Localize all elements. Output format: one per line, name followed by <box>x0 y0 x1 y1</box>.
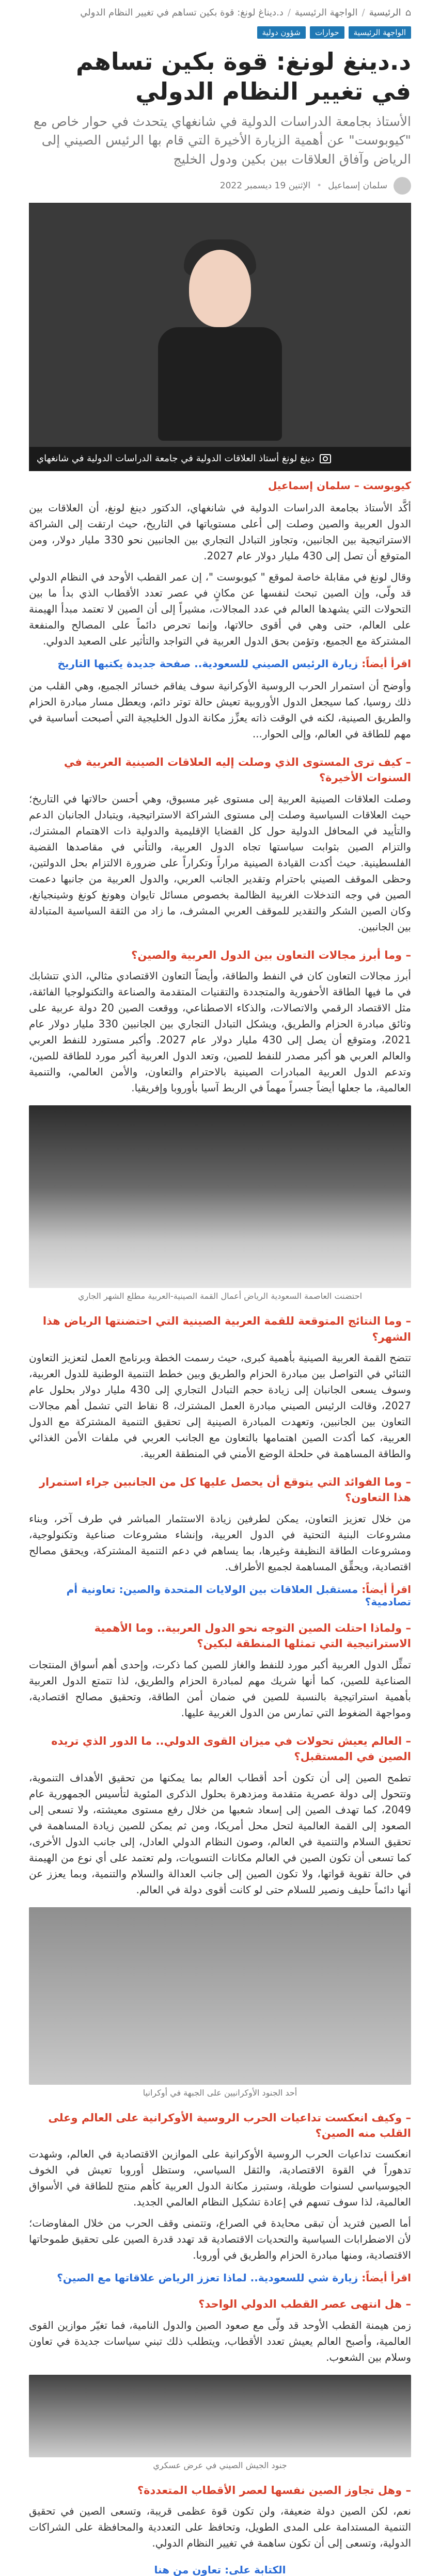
figure <box>29 1907 411 2098</box>
related-anchor[interactable]: مستقبل العلاقات بين الولايات المتحدة والصين: تعاونية أم تصادمية؟ <box>66 1583 411 1608</box>
tag[interactable]: شؤون دولية <box>257 26 306 39</box>
author-name[interactable]: سلمان إسماعيل <box>328 180 387 191</box>
answer-paragraph: وصلت العلاقات الصينية العربية إلى مستوى غير مسبوق، وهي أحسن حالاتها في التاريخ؛ حيث العلاقات السياسية وصلت إلى مستوى الشراكة الاستراتيجية، ويتبادل الجانبان الدعم والتأييد في المحافل الدولية حول كل القضايا الإقليمية والدولية ذات الاهتمام المشترك، والتزام الصين بثوابت سياستها تجاه الدول العربية، والتأني في مقاصدها القضية الفلسطينية. حيث أكدت القيادة الصينية مراراً وتكراراً على ضرورة الالتزام بحل الدولتين، وحظى الموقف الصيني باحترام وتقدير الجانب العربي، والدول العربية من جانبها دعمت الصين في وجه التدخلات الغربية الظالمة بخصوص مسائل تايوان وهونغ كونغ وشينجيانغ، وكان الصين الشكر والتقدير للموقف العربي المشرف، ما زاد من الثقة السياسية المتبادلة بين الجانبين. <box>29 792 411 933</box>
article-meta <box>29 177 411 195</box>
hero-caption-text: دينغ لونغ أستاذ العلاقات الدولية في جامعة الدراسات الدولية في شانغهاي <box>37 453 315 464</box>
answer-paragraph: من خلال تعزيز التعاون، يمكن لطرفين زيادة الاستثمار المباشر في طرف آخر، وبناء مشروعات البنية التحتية في الدول العربية، وإنشاء مشروعات صناعية وتكنولوجية، ومشروعات الطاقة النظيفة وغيرها، بما يساهم في دعم التنمية المشتركة، ويحقق مصالح اقتصادية، ويحقِّق المساهمة لجميع الأطراف. <box>29 1512 411 1573</box>
portrait-body <box>158 327 282 441</box>
question-heading: – وهل تجاوز الصين نفسها لعصر الأقطاب المتعددة؟ <box>137 2484 411 2497</box>
breadcrumb-current: د.ديناغ لونغ: قوة بكين تساهم في تغيير النظام الدولي <box>80 7 284 18</box>
answer-paragraph: تطمح الصين إلى أن تكون أحد أقطاب العالم بما يمكنها من تحقيق الأهداف التنموية، وتتحول إلى دولة عصرية متقدمة ومزدهرة بحلول الذكرى المئوية لتأسيس الجمهورية عام 2049، كما تهدف الصين إلى إسعاد شعبها من خلال رفع مستوى معيشته، ولا تسعى إلى الصعود إلى القمة العالمية لتحل محل أمريكا، ومن ثم يمكن للصين زيادة المساهمة في تحقيق السلام والتنمية في العالم، وصون النظام الدولي العادل، إلى جانب الدول الأخرى، كما تسعى أن تكون الصين في العالم مكانات التسويات، ولم تعتمد على أي نوع من الهيمنة في حالة تقوية قواتها، ولا تكون الصين إلى جانب العدالة والسلام والتنمية، وبما يعزز عن أنها دائماً حليف ونصير للسلام حتى لو كانت أقوى دولة في العالم. <box>29 1771 411 1896</box>
related-label: اقرأ أيضاً: <box>362 657 411 670</box>
related-anchor[interactable]: زيارة الرئيس الصيني للسعودية.. صفحة جديدة يكتبها التاريخ <box>57 657 358 670</box>
figure <box>29 2375 411 2470</box>
related-link <box>29 657 411 670</box>
breadcrumb-separator: / <box>287 7 291 18</box>
paragraph: وقال لونغ في مقابلة خاصة لموقع " كيوبوست "، إن عمر القطب الأوحد في النظام الدولي قد ولّى، وإن الصين تبحث لنفسها عن مكانٍ في عصر تعدد الأقطاب الذي بدأ ما بين التحولات التي يشهدها العالم في عدد المجالات، مشيراً إلى أن الصين لا تعتمد مبدأ الهيمنة على العالم، حتى وهي في أقوى حالاتها، وإنما تحرص دائماً على المصالح والمنفعة المشتركة مع الجميع، وتؤمن بحق الدول العربية في التواجد والتأثير على الصعيد الدولي. <box>29 570 411 647</box>
breadcrumb-separator: / <box>362 7 365 18</box>
meta-separator: • <box>317 180 322 191</box>
question-heading: – وكيف انعكست تداعيات الحرب الروسية الأوكرانية على العالم وعلى القلب منه الصين؟ <box>48 2111 411 2139</box>
breadcrumb-item[interactable]: الواجهة الرئيسية <box>294 7 358 18</box>
figure <box>29 1105 411 1301</box>
article-subtitle: الأستاذ بجامعة الدراسات الدولية في شانغهاي يتحدث في حوار خاص مع "كيوبوست" عن أهمية الزيارة الأخيرة التي قام بها الرئيس الصيني إلى الرياض وآفاق العلاقات بين بكين ودول الخليج <box>33 114 411 167</box>
figure-caption: أحد الجنود الأوكرانيين على الجبهة في أوكرانيا <box>143 2087 297 2098</box>
question-heading: – وما النتائج المتوقعة للقمة العربية الصينية التي احتضنتها الرياض هذا الشهر؟ <box>42 1315 411 1343</box>
related-label: اقرأ أيضاً: <box>362 1583 411 1596</box>
home-icon: ⌂ <box>405 7 411 18</box>
tag[interactable]: الواجهة الرئيسية <box>349 26 411 39</box>
question-heading: – ولماذا احتلت الصين التوجه نحو الدول العربية.. وما الأهمية الاستراتيجية التي تمثلها المنطقة لبكين؟ <box>94 1621 411 1650</box>
answer-paragraph: انعكست تداعيات الحرب الروسية الأوكرانية على الموازين الاقتصادية في العالم، وشهدت تدهوراً في القوة الاقتصادية، والثقل السياسي، وستظل أوروبا تعيش في الخوف الجيوسياسي لسنوات طويلة، وستبرز مكانة الدول العربية كأهم منتج للطاقة في الأسواق العالمية، لذا سوف تسهم في إعادة تشكيل النظام العالمي الجديد. <box>29 2148 411 2209</box>
publish-date: الإثنين 19 ديسمبر 2022 <box>219 180 311 191</box>
related-label: اقرأ أيضاً: <box>362 2272 411 2284</box>
answer-paragraph: أما الصين فتريد أن تبقى محايدة في الصراع، وتتمنى وقف الحرب من خلال المفاوضات؛ لأن الاضطرابات السياسية والتحديات الاقتصادية قد تهدد قدرة الصين على تحقيق طموحاتها الاقتصادية، ومنها مبادرة الحزام والطريق في أوروبا. <box>29 2217 411 2262</box>
breadcrumb <box>29 0 411 23</box>
summit-photo <box>29 1105 411 1288</box>
question-heading: – وما أبرز مجالات التعاون بين الدول العربية والصين؟ <box>131 948 411 961</box>
hero-image <box>29 203 411 471</box>
tag[interactable]: حوارات <box>310 26 344 39</box>
portrait-face <box>189 250 251 327</box>
breadcrumb-home[interactable]: ⌂ الرئيسية <box>369 7 411 18</box>
lead-label: كيوبوست – سلمان إسماعيل <box>268 479 411 492</box>
answer-paragraph: تمثِّل الدول العربية أكبر مورد للنفط والغاز للصين كما ذكرت، وإحدى أهم أسواق المنتجات الصناعية للصين، كما أنها شريك مهم لمبادرة الحزام والطريق، لذا تتمتع الدول العربية بأهمية استراتيجية بالنسبة للصين في ضمان أمن الطاقة، وتحقيق مصالح اقتصادية، ومواجهة الضغوط التي تمارس من الدول الغربية عليها. <box>29 1658 411 1719</box>
answer-paragraph: نعم، لكن الصين دولة ضعيفة، ولن تكون قوة عظمى قريبة، وتسعى الصين في تحقيق التنمية المستدامة على المدى الطويل، وتحافظ على التعددية والمحافظة على الشراكات الدولية، وتسعى إلى أن تكون ساهمة في تغيير النظام الدولي. <box>29 2505 411 2550</box>
paragraph: وأوضح أن استمرار الحرب الروسية الأوكرانية سوف يفاقم خسائر الجميع، وهي القلب من ذلك روسيا، كما سيجعل الدول الأوروبية تعيش حالة توتر دائم، ويعطل مسار مبادرة الحزام والطريق الصينية، لكنه في الوقت ذاته يعزِّز مكانة الدول الخليجية التي أصبحت أساسية في مهم للطاقة في العالم، وإلى الحوار... <box>29 679 411 740</box>
question-heading: – هل انتهى عصر القطب الدولي الواحد؟ <box>198 2298 411 2311</box>
soldier-photo <box>29 1907 411 2085</box>
paragraph: أكَّد الأستاذ بجامعة الدراسات الدولية في شانغهاي، الدكتور دينغ لونغ، أن العلاقات بين الدول العربية والصين وصلت إلى أعلى مستوياتها في التاريخ، حيث ارتقت إلى الشراكة الاستراتيجية بين الجانبين، وتجاوز التبادل التجاري بين الجانبين نحو 330 مليار دولار، ومن المتوقع أن تصل إلى 430 مليار دولار عام 2027. <box>29 501 411 562</box>
article-title: د.دينغ لونغ: قوة بكين تساهم في تغيير النظام الدولي <box>75 47 411 105</box>
portrait-illustration <box>148 239 292 436</box>
related-link <box>29 1583 411 1608</box>
answer-paragraph: زمن هيمنة القطب الأوحد قد ولّى مع صعود الصين والدول النامية، فما تغيّر موازين القوى العالمية، وأصبح العالم يعيش تعدد الأقطاب، ويتطلب ذلك تبني سياسات جديدة في تعاون وسلام بين الشعوب. <box>29 2319 411 2363</box>
author-avatar <box>394 177 411 195</box>
figure-caption: احتضنت العاصمة السعودية الرياض أعمال القمة الصينية-العربية مطلع الشهر الجاري <box>77 1291 363 1301</box>
answer-paragraph: أبرز مجالات التعاون كان في النفط والطاقة، وأيضاً التعاون الاقتصادي مثالي، الذي تتشابك في ما فيها الطاقة الأحفورية والمتجددة والتقنيات المتقدمة والصناعة والتكنولوجيا الفائقة، مثل الاقتصاد الرقمي والاتصالات، والذكاء الاصطناعي، ووقعت الصين 20 دولة عربية على وثائق مبادرة الحزام والطريق، ويشكل التبادل التجاري بين الجانبين 330 مليار دولار عام 2021، ومتوقع أن يصل إلى 430 مليار دولار عام 2027. وأكبر مستورد للنفط العربي والعالم العربي هو أكبر مصدر للنفط للصين، وتعد الدول العربية أكبر مورد للطاقة للصين، وتدعم الدول العربية المبادرات الصينية بالاحترام والتعاون، والأمن العالمي، والتنمية العالمية، ما جعلها أيضاً جسراً مهماً في الربط آسيا بأوروبا وإفريقيا. <box>29 970 411 1094</box>
figure-caption: جنود الجيش الصيني في عرض عسكري <box>153 2460 287 2470</box>
answer-paragraph: تتضح القمة العربية الصينية بأهمية كبرى، حيث رسمت الخطة وبرنامج العمل لتعزيز التعاون الثنائي في التواصل بين مبادرة الحزام والطريق وبين خطط التنمية الوطنية للدول العربية، وسوف يسعى الجانبان إلى زيادة حجم التبادل التجاري إلى 430 مليار دولار بحلول عام 2027، وقالت الرئيس الصيني مبادرة العمل المشترك، 8 نقاط التي تشمل أهم مجالات التعاون بين الجانبين، وتعهدت المبادرة الصينية إلى تحقيق التنمية المشتركة مع الدول العربية، كما أكدت الصين اهتمامها بالتعاون مع الجانب العربي في ملفات الأمن الغذائي والطاقة المساهمة في حلحلة الوضع الأمني في المنطقة العربية. <box>29 1351 411 1460</box>
hero-caption <box>29 447 411 471</box>
related-link <box>29 2272 411 2284</box>
camera-icon <box>320 454 331 463</box>
question-heading: – العالم يعيش تحولات في ميزان القوى الدولي.. ما الدور الذي تريده الصين في المستقبل؟ <box>51 1734 411 1763</box>
question-heading: – كيف ترى المستوى الذي وصلت إليه العلاقات الصينية العربية في السنوات الأخيرة؟ <box>64 755 411 784</box>
parade-photo <box>29 2375 411 2457</box>
closing-link[interactable]: الكتابة على: تعاون من هنا <box>154 2564 286 2576</box>
related-anchor[interactable]: زيارة شي للسعودية.. لماذا تعزز الرياض علاقاتها مع الصين؟ <box>57 2272 358 2284</box>
question-heading: – وما الفوائد التي يتوقع أن يحصل عليها كل من الجانبين جراء استمرار هذا التعاون؟ <box>39 1475 411 1504</box>
tags <box>29 26 411 39</box>
